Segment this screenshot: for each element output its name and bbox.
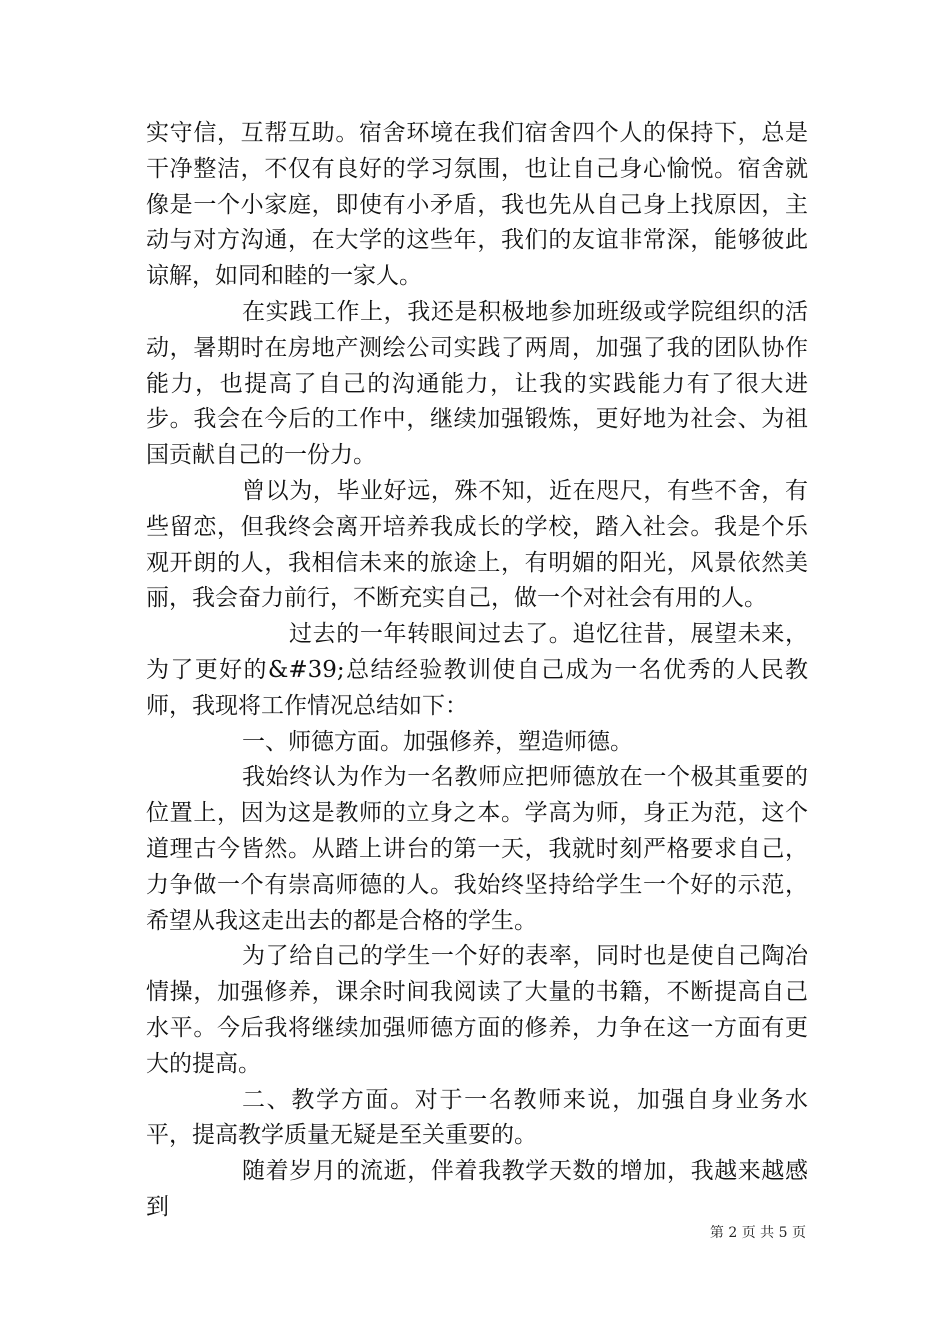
paragraph-graduation: 曾以为，毕业好远，殊不知，近在咫尺，有些不舍，有些留恋，但我终会离开培养我成长的学校，踏入社会。我是个乐观开朗的人，我相信未来的旅途上，有明媚的阳光，风景依然美丽，我会奋力前行，不断充实自己，做一个对社会有用的人。	[146, 477, 808, 612]
paragraph-ethics: 我始终认为作为一名教师应把师德放在一个极其重要的位置上，因为这是教师的立身之本。学高为师，身正为范，这个道理古今皆然。从踏上讲台的第一天，我就时刻严格要求自己，力争做一个有崇高师德的人。我始终坚持给学生一个好的示范，希望从我这走出去的都是合格的学生。	[146, 764, 808, 934]
paragraph-year-summary-intro: 过去的一年转眼间过去了。追忆往昔，展望未来，为了更好的&#39;总结经验教训使自己成为一名优秀的人民教师，我现将工作情况总结如下：	[146, 621, 808, 719]
section-heading-teaching: 二、教学方面。对于一名教师来说，加强自身业务水平，提高教学质量无疑是至关重要的。	[146, 1086, 808, 1149]
section-heading-ethics: 一、师德方面。加强修养，塑造师德。	[242, 728, 633, 755]
paragraph-role-model: 为了给自己的学生一个好的表率，同时也是使自己陶冶情操，加强修养，课余时间我阅读了大量的书籍，不断提高自己水平。今后我将继续加强师德方面的修养，力争在这一方面有更大的提高。	[146, 943, 808, 1077]
paragraph-teaching-growth: 随着岁月的流逝，伴着我教学天数的增加，我越来越感到	[146, 1158, 808, 1220]
document-body	[146, 116, 808, 1226]
paragraph-practice: 在实践工作上，我还是积极地参加班级或学院组织的活动，暑期时在房地产测绘公司实践了两周，加强了我的团队协作能力，也提高了自己的沟通能力，让我的实践能力有了很大进步。我会在今后的工作中，继续加强锻炼，更好地为社会、为祖国贡献自己的一份力。	[146, 298, 808, 469]
page-number-footer: 第 2 页 共 5 页	[709, 1225, 806, 1241]
paragraph-dormitory: 实守信，互帮互助。宿舍环境在我们宿舍四个人的保持下，总是干净整洁，不仅有良好的学习氛围，也让自己身心愉悦。宿舍就像是一个小家庭，即使有小矛盾，我也先从自己身上找原因，主动与对方沟通，在大学的这些年，我们的友谊非常深，能够彼此谅解，如同和睦的一家人。	[146, 120, 808, 290]
